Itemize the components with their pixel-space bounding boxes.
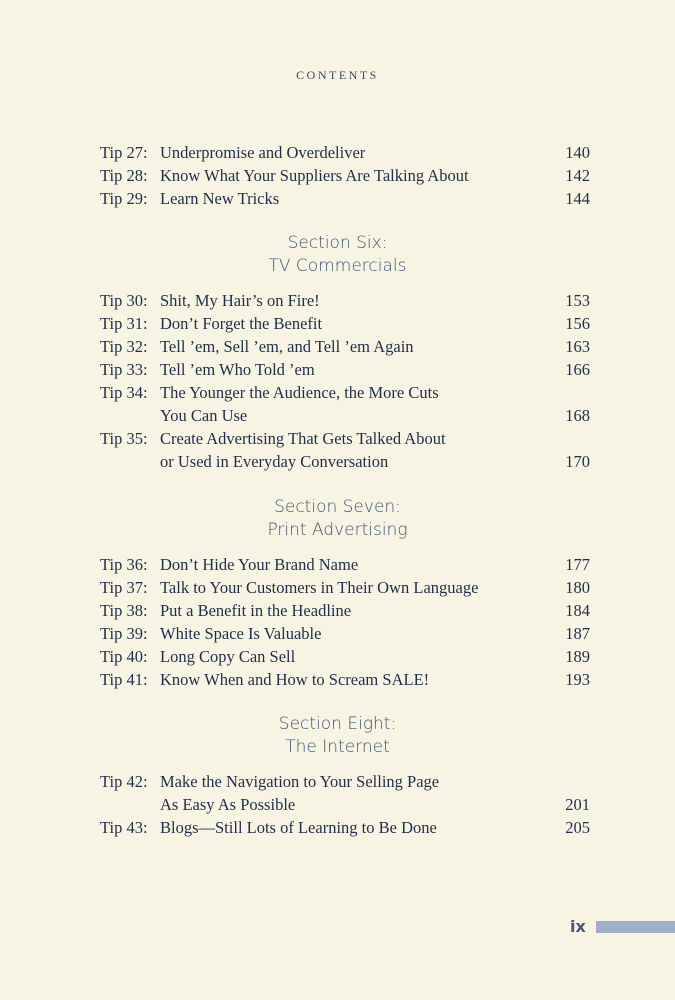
toc-entry: [100, 770, 590, 793]
page-number: 189: [565, 647, 590, 666]
toc-entry: [100, 312, 590, 335]
tip-title: The Younger the Audience, the More Cuts: [160, 383, 439, 402]
tip-number: Tip 32:: [100, 337, 148, 356]
page-number: 156: [565, 314, 590, 333]
page-number: 144: [565, 189, 590, 208]
tip-number: Tip 36:: [100, 555, 148, 574]
tip-number: Tip 28:: [100, 166, 148, 185]
toc-entry: [100, 381, 590, 404]
toc-entry-continuation: [100, 404, 590, 427]
tip-title: Don’t Hide Your Brand Name: [160, 555, 359, 574]
page-number: 177: [565, 555, 590, 574]
tip-number: Tip 40:: [100, 647, 148, 666]
tip-title: Shit, My Hair’s on Fire!: [160, 291, 320, 310]
page-number: 184: [565, 601, 590, 620]
toc-entry: [100, 553, 590, 576]
toc-entry-continuation: [100, 793, 590, 816]
tip-number: Tip 42:: [100, 772, 148, 791]
page-number: 205: [565, 818, 590, 837]
section-title: TV Commercials: [268, 256, 407, 276]
tip-number: Tip 30:: [100, 291, 148, 310]
toc-entry: [100, 427, 590, 450]
folio-tab-band: [596, 921, 675, 933]
toc-entry-continuation: [100, 450, 590, 473]
tip-title: Talk to Your Customers in Their Own Language: [160, 578, 479, 597]
page-number: 166: [565, 360, 590, 379]
tip-title: Make the Navigation to Your Selling Page: [160, 772, 440, 791]
tip-number: Tip 38:: [100, 601, 148, 620]
tip-title: Don’t Forget the Benefit: [160, 314, 323, 333]
toc-entry: [100, 164, 590, 187]
page-number: 142: [565, 166, 590, 185]
tip-title: Long Copy Can Sell: [160, 647, 296, 666]
tip-title: White Space Is Valuable: [160, 624, 322, 643]
toc-entry: [100, 816, 590, 839]
toc-entry: [100, 645, 590, 668]
toc-entry: [100, 289, 590, 312]
page-number: 140: [565, 143, 590, 162]
tip-number: Tip 31:: [100, 314, 148, 333]
tip-number: Tip 35:: [100, 429, 148, 448]
tip-title: Create Advertising That Gets Talked About: [160, 429, 446, 448]
section-number: Section Eight:: [278, 714, 397, 734]
tip-title-continued: You Can Use: [160, 406, 248, 425]
tip-number: Tip 39:: [100, 624, 148, 643]
toc-entry: [100, 358, 590, 381]
page-number: 201: [565, 795, 590, 814]
tip-title: Tell ’em, Sell ’em, and Tell ’em Again: [160, 337, 414, 356]
section-heading: [0, 232, 675, 278]
tip-title-continued: As Easy As Possible: [160, 795, 296, 814]
toc-entry: [100, 576, 590, 599]
toc-entry: [100, 335, 590, 358]
tip-number: Tip 27:: [100, 143, 148, 162]
tip-title: Tell ’em Who Told ’em: [160, 360, 315, 379]
tip-number: Tip 34:: [100, 383, 148, 402]
tip-title: Know When and How to Scream SALE!: [160, 670, 430, 689]
tip-title: Blogs—Still Lots of Learning to Be Done: [160, 818, 437, 837]
toc-entry: [100, 668, 590, 691]
tip-title: Know What Your Suppliers Are Talking About: [160, 166, 469, 185]
tip-title-continued: or Used in Everyday Conversation: [160, 452, 389, 471]
running-header: CONTENTS: [296, 68, 379, 82]
page-number: 170: [565, 452, 590, 471]
page-folio: ix: [570, 917, 586, 936]
section-title: The Internet: [285, 737, 390, 757]
tip-number: Tip 43:: [100, 818, 148, 837]
tip-title: Put a Benefit in the Headline: [160, 601, 352, 620]
section-heading: [0, 496, 675, 542]
toc-entry: [100, 622, 590, 645]
page-number: 193: [565, 670, 590, 689]
tip-number: Tip 29:: [100, 189, 148, 208]
section-heading: [0, 713, 675, 759]
toc-entry: [100, 599, 590, 622]
tip-title: Underpromise and Overdeliver: [160, 143, 366, 162]
tip-number: Tip 37:: [100, 578, 148, 597]
page-number: 187: [565, 624, 590, 643]
tip-number: Tip 41:: [100, 670, 148, 689]
page-number: 168: [565, 406, 590, 425]
tip-number: Tip 33:: [100, 360, 148, 379]
page-number: 153: [565, 291, 590, 310]
tip-title: Learn New Tricks: [160, 189, 280, 208]
page-number: 180: [565, 578, 590, 597]
section-number: Section Six:: [287, 233, 388, 253]
toc-entry: [100, 187, 590, 210]
section-title: Print Advertising: [267, 520, 408, 540]
page-number: 163: [565, 337, 590, 356]
toc-entry: [100, 141, 590, 164]
section-number: Section Seven:: [274, 497, 401, 517]
